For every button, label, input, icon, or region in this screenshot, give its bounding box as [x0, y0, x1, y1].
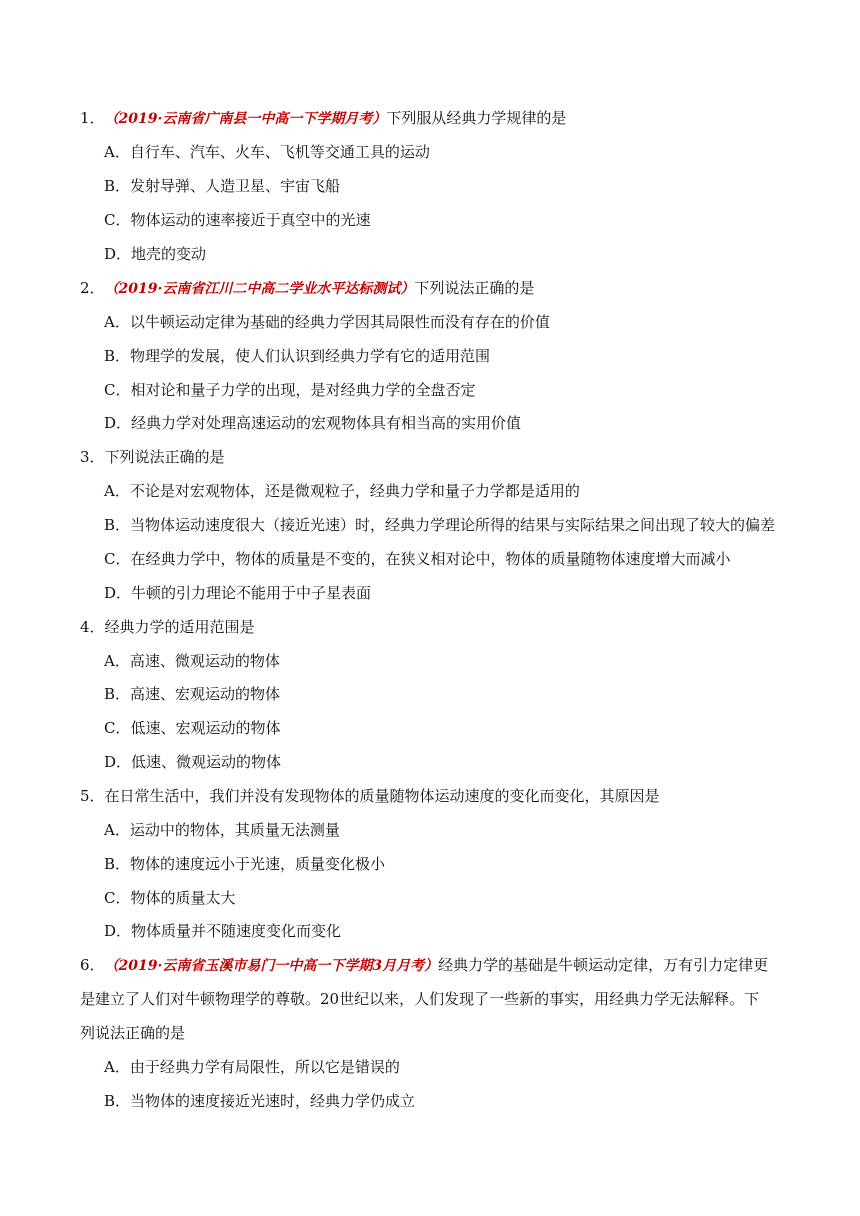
option-a: A．不论是对宏观物体，还是微观粒子，经典力学和量子力学都是适用的: [104, 482, 580, 500]
question-source: （2019·云南省玉溪市易门一中高一下学期3月月考）: [104, 958, 439, 974]
question-3-stem: [80, 447, 225, 467]
question-text-continued: 是建立了人们对牛顿物理学的尊敬。20世纪以来，人们发现了一些新的事实，用经典力学无法解释。下: [80, 990, 760, 1008]
question-number: 2．: [80, 279, 105, 297]
question-number: 1．: [80, 109, 105, 127]
option-c: C．相对论和量子力学的出现，是对经典力学的全盘否定: [104, 381, 476, 399]
option-d: D．经典力学对处理高速运动的宏观物体具有相当高的实用价值: [104, 414, 522, 432]
option-d: D．低速、微观运动的物体: [104, 753, 282, 771]
option-a: A．运动中的物体，其质量无法测量: [104, 821, 340, 839]
question-source: （2019·云南省江川二中高二学业水平达标测试）: [104, 281, 415, 297]
option-c: C．物体运动的速率接近于真空中的光速: [104, 211, 371, 229]
option-b: B．当物体的速度接近光速时，经典力学仍成立: [104, 1092, 416, 1110]
question-number: 3．: [80, 448, 105, 466]
option-d: D．地壳的变动: [104, 245, 207, 263]
question-text: 下列说法正确的是: [104, 448, 225, 466]
question-number: 4．: [80, 618, 105, 636]
option-d: D．物体质量并不随速度变化而变化: [104, 922, 342, 940]
option-a: A．自行车、汽车、火车、飞机等交通工具的运动: [104, 143, 430, 161]
option-a: A．以牛顿运动定律为基础的经典力学因其局限性而没有存在的价值: [104, 313, 550, 331]
question-text: 在日常生活中，我们并没有发现物体的质量随物体运动速度的变化而变化，其原因是: [104, 787, 660, 805]
option-b: B．发射导弹、人造卫星、宇宙飞船: [104, 177, 341, 195]
option-a: A．由于经典力学有局限性，所以它是错误的: [104, 1058, 400, 1076]
question-1-stem: [80, 108, 566, 129]
question-text: 下列说法正确的是: [414, 279, 535, 297]
option-c: C．在经典力学中，物体的质量是不变的，在狭义相对论中，物体的质量随物体速度增大而减小: [104, 550, 731, 568]
question-number: 5．: [80, 787, 105, 805]
question-text: 经典力学的基础是牛顿运动定律，万有引力定律更: [438, 956, 769, 974]
option-c: C．低速、宏观运动的物体: [104, 719, 281, 737]
question-text-continued: 列说法正确的是: [80, 1024, 186, 1042]
question-5-stem: [80, 786, 660, 806]
option-b: B．当物体运动速度很大（接近光速）时，经典力学理论所得的结果与实际结果之间出现了较大的偏差: [104, 516, 776, 534]
question-4-stem: [80, 617, 255, 637]
question-source: （2019·云南省广南县一中高一下学期月考）: [104, 111, 387, 127]
option-b: B．物体的速度远小于光速，质量变化极小: [104, 855, 386, 873]
question-text: 经典力学的适用范围是: [104, 618, 255, 636]
option-a: A．高速、微观运动的物体: [104, 652, 280, 670]
option-b: B．高速、宏观运动的物体: [104, 685, 281, 703]
option-c: C．物体的质量太大: [104, 889, 236, 907]
question-text: 下列服从经典力学规律的是: [386, 109, 567, 127]
question-2-stem: [80, 278, 534, 299]
option-d: D．牛顿的引力理论不能用于中子星表面: [104, 584, 372, 602]
question-6-stem: [80, 955, 768, 976]
question-number: 6．: [80, 956, 105, 974]
option-b: B．物理学的发展，使人们认识到经典力学有它的适用范围: [104, 347, 491, 365]
